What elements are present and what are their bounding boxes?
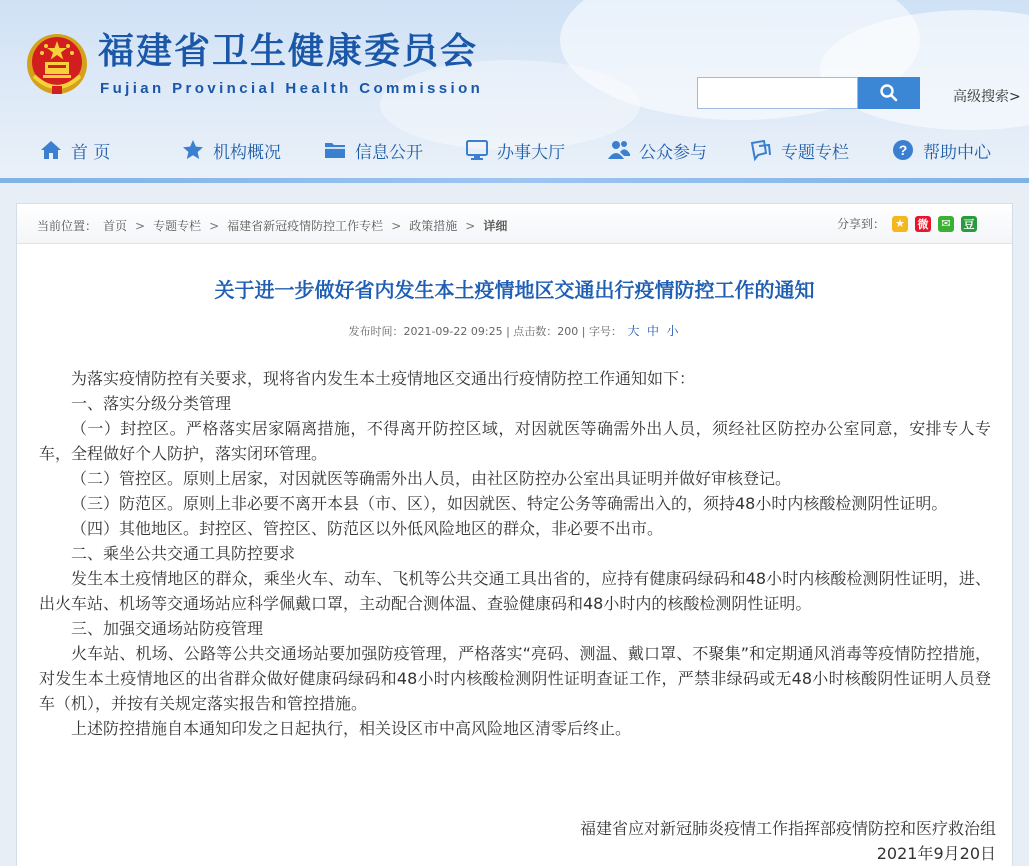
font-size-large-button[interactable]: 大 (627, 324, 640, 338)
article-section-heading: 二、乘坐公共交通工具防控要求 (71, 544, 296, 563)
breadcrumb-separator: > (465, 218, 476, 233)
article-paragraph: 发生本土疫情地区的群众，乘坐火车、动车、飞机等公共交通工具出省的，应持有健康码绿码和48小时内核酸检测阴性证明，进、出火车站、机场等交通场站应科学佩戴口罩，主动配合测体温、查验健康码和48小时内的核酸检测阴性证明。 (39, 569, 991, 613)
breadcrumb-separator: > (135, 218, 146, 233)
breadcrumb-prefix: 当前位置： (37, 219, 98, 233)
article-paragraph: （三）防范区。原则上非必要不离开本县（市、区），如因就医、特定公务等确需出入的，须持48小时内核酸检测阴性证明。 (71, 494, 948, 513)
breadcrumb-bar (17, 204, 1012, 244)
article-section-heading: 三、加强交通场站防疫管理 (71, 619, 264, 638)
breadcrumb-link-covid[interactable]: 福建省新冠疫情防控工作专栏 (227, 219, 384, 233)
search-icon (879, 83, 899, 103)
breadcrumb-link-policy[interactable]: 政策措施 (409, 219, 458, 233)
share-bar (837, 215, 977, 232)
nav-divider (0, 178, 1029, 183)
nav-item-label: 信息公开 (355, 142, 423, 163)
share-label: 分享到： (837, 217, 886, 231)
breadcrumb (37, 217, 507, 234)
nav-item-help[interactable] (891, 126, 991, 174)
signature-date: 2021年9月20日 (876, 844, 996, 863)
home-icon (39, 138, 63, 162)
national-emblem-icon (26, 32, 88, 96)
published-label: 发布时间： (348, 325, 404, 338)
site-title: 福建省卫生健康委员会 (98, 31, 479, 72)
wechat-icon[interactable]: ✉ (938, 216, 954, 232)
article-paragraph: 上述防控措施自本通知印发之日起执行，相关设区市中高风险地区清零后终止。 (71, 719, 632, 738)
article-title: 关于进一步做好省内发生本土疫情地区交通出行疫情防控工作的通知 (214, 278, 815, 302)
advanced-search-link[interactable]: 高级搜索> (953, 89, 1021, 105)
main-nav (0, 126, 1029, 178)
nav-item-label: 办事大厅 (497, 142, 565, 163)
article-paragraph: （四）其他地区。封控区、管控区、防范区以外低风险地区的群众，非必要不出市。 (71, 519, 664, 538)
search-input[interactable] (697, 77, 858, 109)
article-paragraph: 为落实疫情防控有关要求，现将省内发生本土疫情地区交通出行疫情防控工作通知如下： (71, 369, 696, 388)
site-subtitle: Fujian Provincial Health Commission (100, 80, 484, 97)
people-icon (607, 138, 631, 162)
article-paragraph: 火车站、机场、公路等公共交通场站要加强防疫管理，严格落实“亮码、测温、戴口罩、不聚集”和定期通风消毒等疫情防控措施，对发生本土疫情地区的出省群众做好健康码绿码和48小时内核酸检测阴性证明查证工作，严禁非绿码或无48小时核酸阴性证明人员登车（机），并按有关规定落实报告和管控措施。 (39, 644, 991, 713)
article-paragraph: （二）管控区。原则上居家，对因就医等确需外出人员，由社区防控办公室出具证明并做好审核登记。 (71, 469, 792, 488)
signature-org: 福建省应对新冠肺炎疫情工作指挥部疫情防控和医疗救治组 (579, 819, 996, 838)
help-icon (891, 138, 915, 162)
breadcrumb-separator: > (391, 218, 402, 233)
weibo-icon[interactable]: 微 (915, 216, 931, 232)
nav-item-service[interactable] (465, 126, 565, 174)
breadcrumb-link-home[interactable]: 首页 (103, 219, 128, 233)
nav-item-label: 专题专栏 (781, 142, 849, 163)
published-time: 2021-09-22 09:25 (403, 325, 503, 338)
nav-item-home[interactable] (39, 126, 110, 174)
font-size-medium-button[interactable]: 中 (647, 324, 660, 338)
article-body (39, 366, 991, 741)
meta-divider: | (506, 325, 514, 338)
search-button[interactable] (858, 77, 920, 109)
nav-item-label: 机构概况 (213, 142, 281, 163)
article-paragraph: （一）封控区。严格落实居家隔离措施，不得离开防控区域，对因就医等确需外出人员，须经社区防控办公室同意，安排专人专车，全程做好个人防护，落实闭环管理。 (39, 419, 991, 463)
fontsize-label: 字号： (588, 325, 622, 338)
breadcrumb-link-special[interactable]: 专题专栏 (153, 219, 202, 233)
font-size-small-button[interactable]: 小 (666, 324, 679, 338)
breadcrumb-separator: > (209, 218, 220, 233)
content-panel (16, 203, 1013, 866)
site-header (0, 0, 1029, 183)
nav-item-about[interactable] (181, 126, 281, 174)
monitor-icon (465, 138, 489, 162)
nav-item-special[interactable] (749, 126, 849, 174)
chat-icon (749, 138, 773, 162)
article-meta (17, 322, 1012, 339)
article-signature (580, 816, 996, 866)
nav-item-info[interactable] (323, 126, 423, 174)
clicks-count: 200 (557, 325, 579, 338)
qzone-icon[interactable]: ★ (892, 216, 908, 232)
meta-divider: | (581, 325, 589, 338)
douban-icon[interactable]: 豆 (961, 216, 977, 232)
nav-item-label: 帮助中心 (923, 142, 991, 163)
nav-item-label: 公众参与 (639, 142, 707, 163)
breadcrumb-current: 详细 (483, 219, 508, 233)
folder-icon (323, 138, 347, 162)
nav-item-participation[interactable] (607, 126, 707, 174)
article-section-heading: 一、落实分级分类管理 (71, 394, 232, 413)
clicks-label: 点击数： (513, 325, 558, 338)
nav-item-label: 首 页 (71, 142, 111, 163)
svg-text:?: ? (898, 142, 908, 158)
star-icon (181, 138, 205, 162)
